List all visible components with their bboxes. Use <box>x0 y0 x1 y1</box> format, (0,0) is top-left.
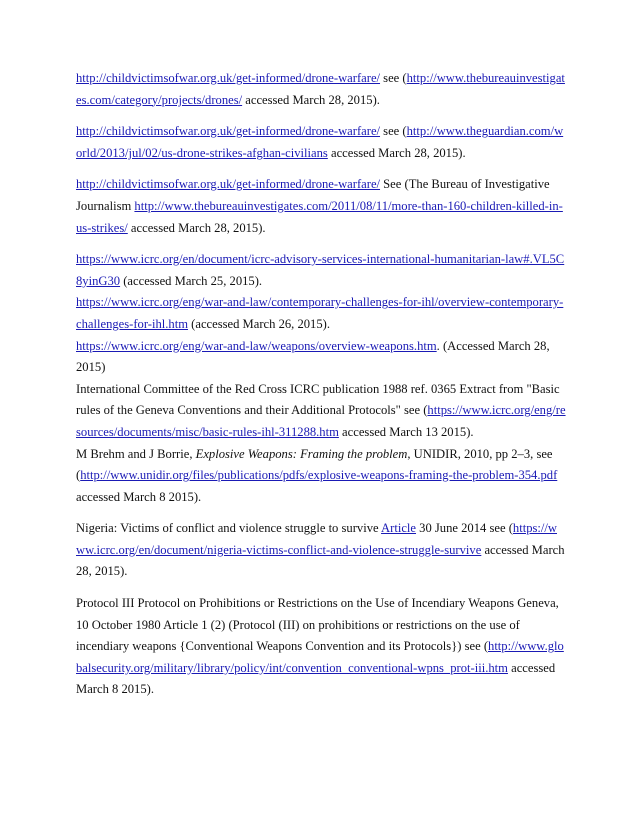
reference-link[interactable]: http://www.globalsecurity.org/military/library/policy/int/convention_conventional-wpns_prot-iii.htm <box>76 639 564 675</box>
reference-link[interactable]: https://www.icrc.org/eng/war-and-law/contemporary-challenges-for-ihl/overview-contemporary-challenges-for-ihl.htm <box>76 295 564 331</box>
reference-link[interactable]: https://www.icrc.org/eng/resources/documents/misc/basic-rules-ihl-311288.htm <box>76 403 566 439</box>
reference-text: Nigeria: Victims of conflict and violence struggle to survive <box>76 521 382 536</box>
reference-link[interactable]: http://childvictimsofwar.org.uk/get-informed/drone-warfare/ <box>76 71 381 85</box>
reference-entry-10 <box>76 593 566 701</box>
reference-entry-5 <box>76 292 566 335</box>
reference-link[interactable]: https://www.icrc.org/en/document/nigeria-victims-conflict-and-violence-struggle-survive <box>76 521 557 557</box>
reference-text: International Committee of the Red Cross ICRC publication 1988 ref. 0365 Extract from "Basic rules of the Geneva Conventions and their Additional Protocols" see ( <box>76 381 560 418</box>
reference-text: . (Accessed March 28, 2015) <box>76 338 550 375</box>
reference-text: 30 June 2014 see ( <box>416 521 513 536</box>
reference-entry-8 <box>76 444 566 509</box>
reference-text: , UNIDIR, 2010, pp 2–3, see ( <box>76 446 553 483</box>
reference-link[interactable]: http://childvictimsofwar.org.uk/get-informed/drone-warfare/ <box>76 124 381 139</box>
reference-link[interactable]: http://www.theguardian.com/world/2013/jul/02/us-drone-strikes-afghan-civilians <box>76 124 564 160</box>
reference-link[interactable]: http://childvictimsofwar.org.uk/get-informed/drone-warfare/ <box>76 177 381 192</box>
reference-entry-6 <box>76 336 566 379</box>
reference-text: M Brehm and J Borrie, <box>76 446 196 461</box>
reference-text: accessed March 8 2015). <box>76 660 556 697</box>
reference-text: (accessed March 26, 2015). <box>188 316 330 331</box>
reference-link[interactable]: http://www.thebureauinvestigates.com/2011/08/11/more-than-160-children-killed-in-us-strikes/ <box>76 198 563 235</box>
reference-link[interactable]: http://www.unidir.org/files/publications/pdfs/explosive-weapons-framing-the-problem-354.pdf <box>80 468 558 483</box>
reference-text: (accessed March 25, 2015). <box>120 273 263 288</box>
reference-text: Protocol III Protocol on Prohibitions or Restrictions on the Use of Incendiary Weapons Geneva, 10 October 1980 Article 1 (2) (Protocol (III) on prohibitions or restrictions on the use of incendiary weapons {Conventional Weapons Convention and its Protocols}) see ( <box>76 596 559 654</box>
reference-title-italic: Explosive Weapons: Framing the problem <box>195 446 408 461</box>
reference-text: see ( <box>380 71 407 85</box>
reference-text: see ( <box>380 124 407 139</box>
reference-text: accessed March 13 2015). <box>338 424 474 439</box>
reference-entry-4 <box>76 249 566 292</box>
article-link[interactable]: Article <box>381 521 417 536</box>
reference-text: accessed March 28, 2015). <box>327 145 466 160</box>
reference-text: accessed March 28, 2015). <box>76 542 565 579</box>
reference-link[interactable]: https://www.icrc.org/en/document/icrc-advisory-services-international-humanitarian-law#.VL5C8yinG30 <box>76 252 565 288</box>
reference-link[interactable]: https://www.icrc.org/eng/war-and-law/weapons/overview-weapons.htm <box>76 338 437 353</box>
reference-text: accessed March 28, 2015). <box>242 92 380 107</box>
reference-text: See (The Bureau of Investigative Journalism <box>76 177 550 213</box>
reference-entry-3 <box>76 174 566 239</box>
references-list <box>76 68 566 701</box>
reference-text: accessed March 8 2015). <box>76 489 202 504</box>
reference-link[interactable]: http://www.thebureauinvestigates.com/category/projects/drones/ <box>76 71 565 107</box>
reference-entry-7 <box>76 379 566 444</box>
reference-entry-9 <box>76 518 566 583</box>
reference-entry-2 <box>76 121 566 164</box>
reference-entry-1 <box>76 68 566 111</box>
reference-text: accessed March 28, 2015). <box>127 220 266 235</box>
